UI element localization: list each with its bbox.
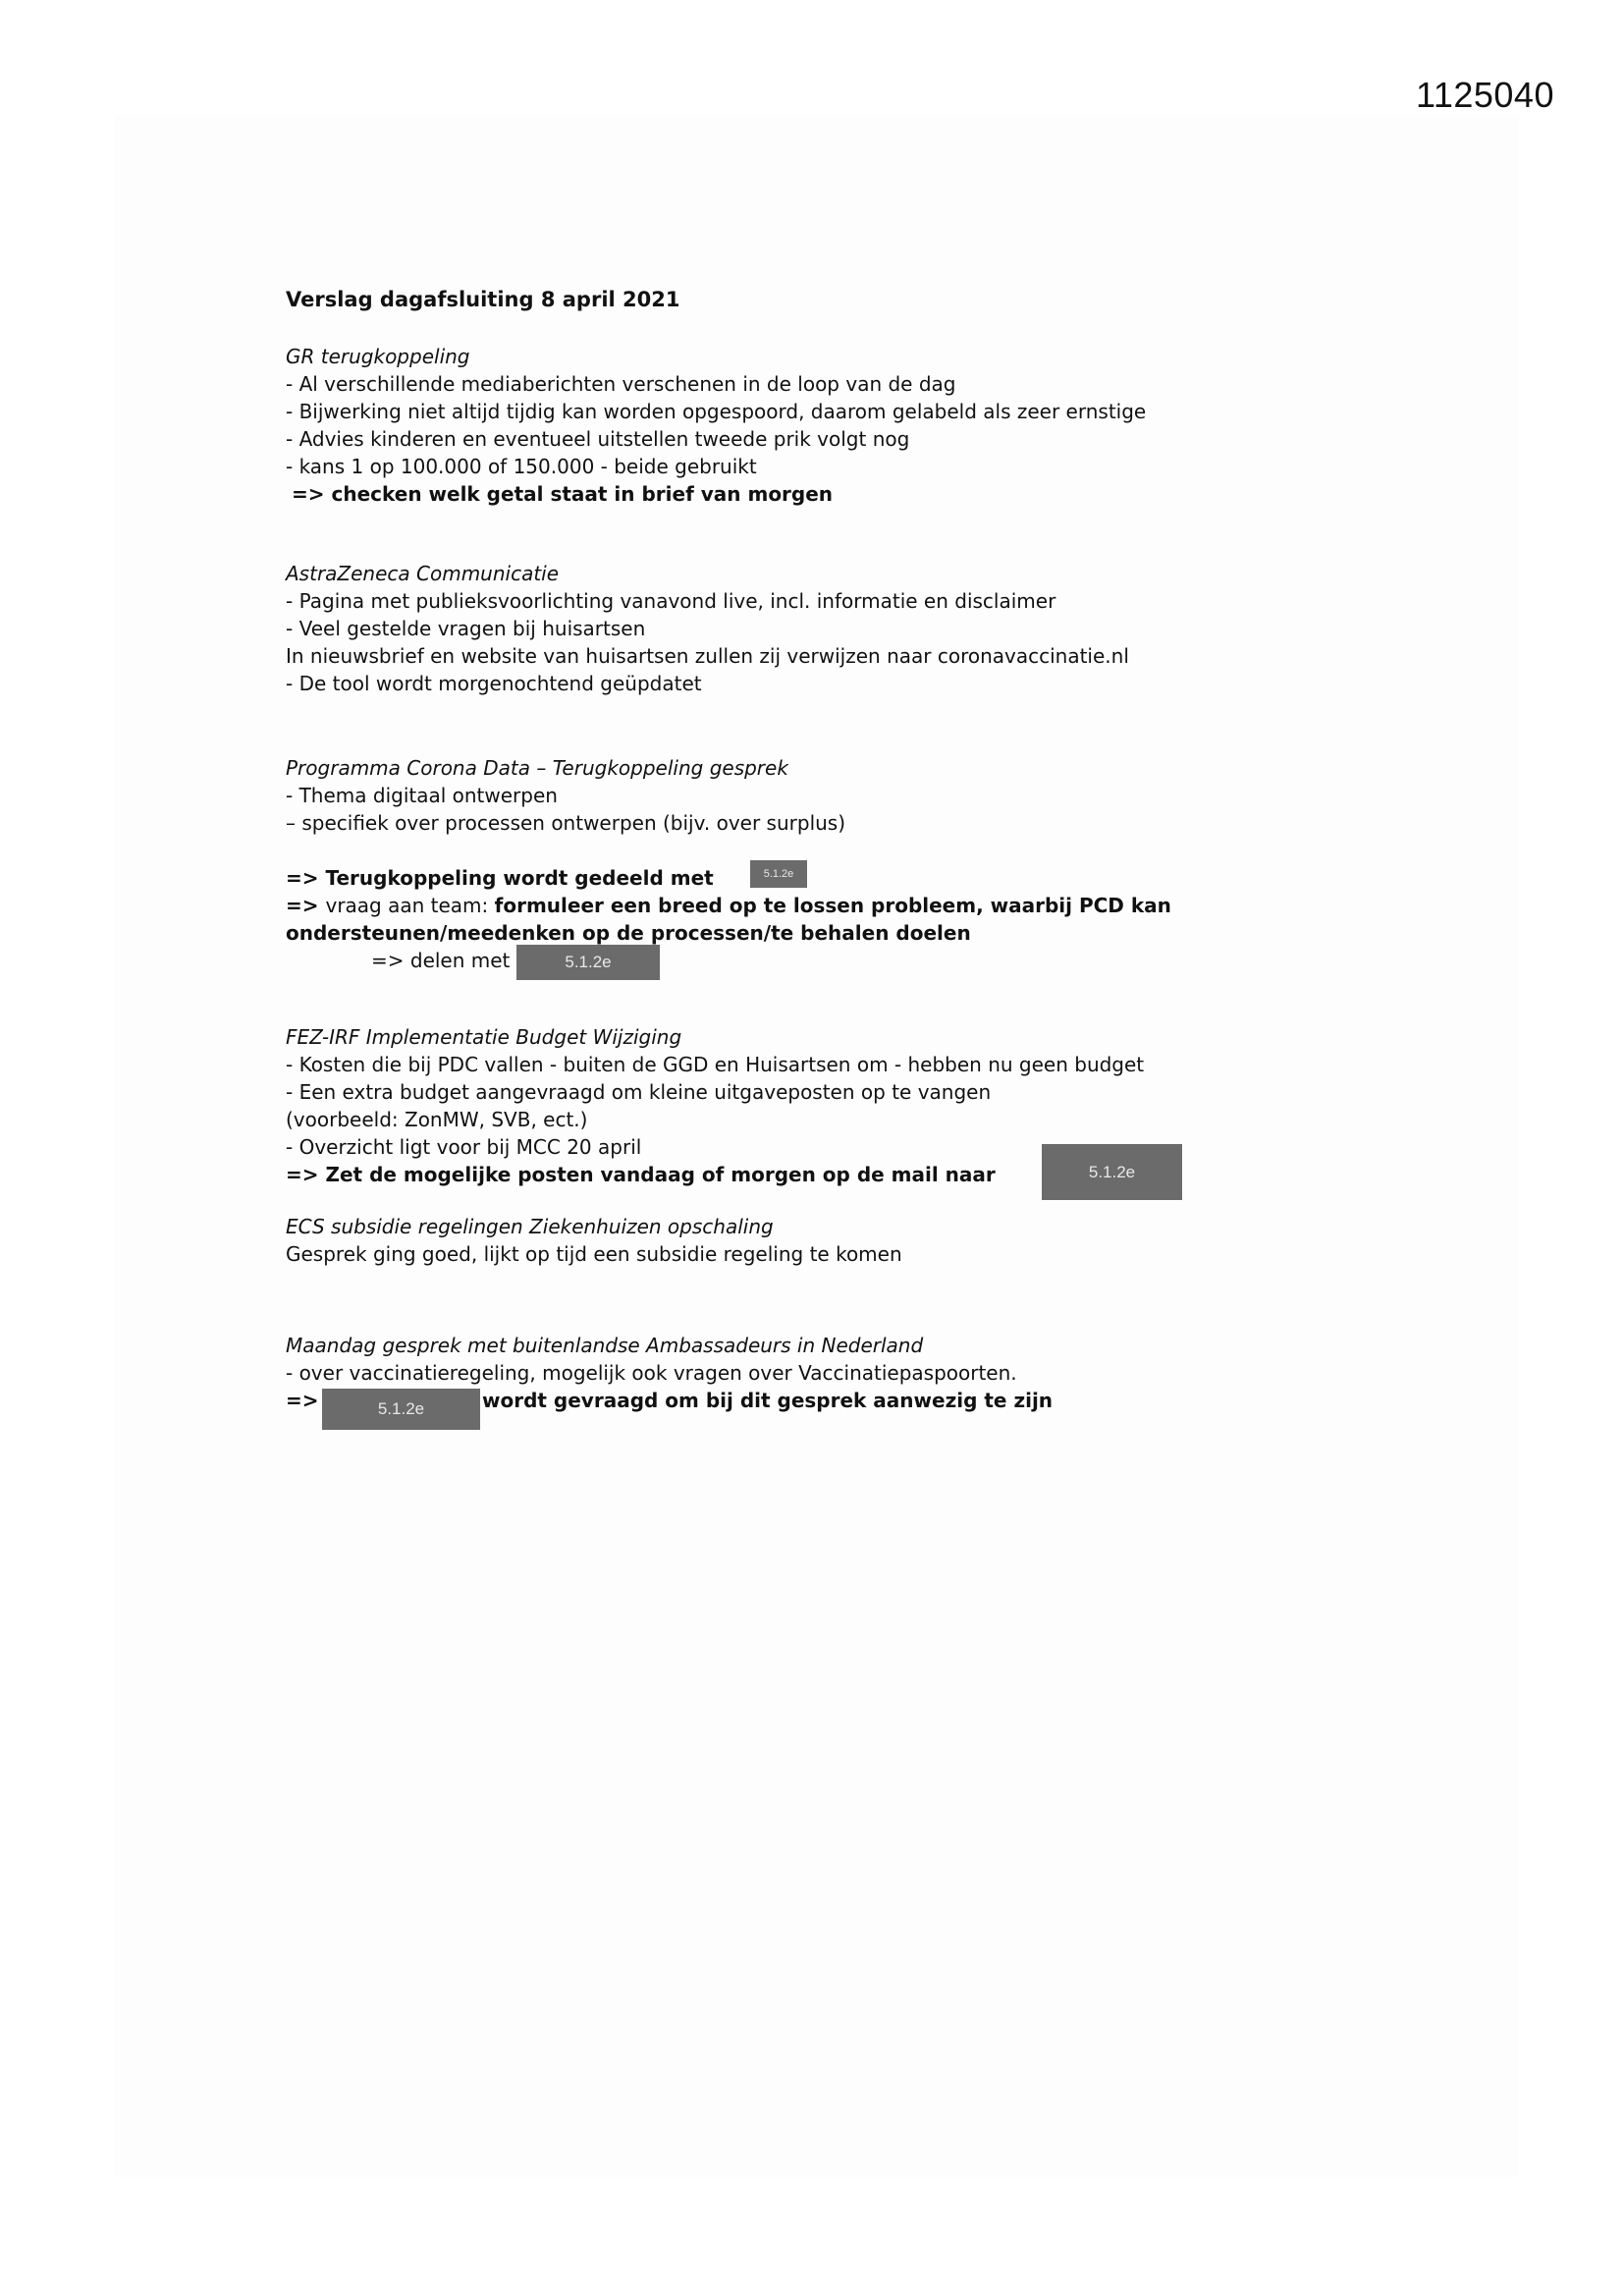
list-item: - De tool wordt morgenochtend geüpdatet [286,672,702,695]
redaction-box: 5.1.2e [1042,1144,1182,1200]
document-title: Verslag dagafsluiting 8 april 2021 [286,288,680,311]
action-item: => Zet de mogelijke posten vandaag of morgen op de mail naar [286,1163,996,1186]
sub-action-item: => delen met [371,949,511,972]
action-lead: vraag aan team: [325,894,495,917]
list-item: - Pagina met publieksvoorlichting vanavond live, incl. informatie en disclaimer [286,589,1056,613]
list-item: - Kosten die bij PDC vallen - buiten de GGD en Huisartsen om - hebben nu geen budget [286,1053,1145,1076]
list-item: Gesprek ging goed, lijkt op tijd een subsidie regeling te komen [286,1242,902,1266]
list-item: - kans 1 op 100.000 of 150.000 - beide gebruikt [286,455,757,478]
list-item: - Al verschillende mediaberichten verschenen in de loop van de dag [286,372,956,396]
redaction-box: 5.1.2e [750,860,807,888]
redaction-box: 5.1.2e [516,945,660,980]
section-heading-ambassadeurs: Maandag gesprek met buitenlandse Ambassadeurs in Nederland [286,1334,924,1357]
action-item: wordt gevraagd om bij dit gesprek aanwezig te zijn [482,1389,1054,1412]
list-item: - over vaccinatieregeling, mogelijk ook vragen over Vaccinatiepaspoorten. [286,1361,1017,1385]
list-item: - Thema digitaal ontwerpen [286,784,558,807]
action-item [286,892,1171,919]
list-item: - Bijwerking niet altijd tijdig kan worden opgespoord, daarom gelabeld als zeer ernstige [286,400,1147,423]
list-item: – specifiek over processen ontwerpen (bijv. over surplus) [286,811,846,835]
arrow-marker: => [286,1389,319,1412]
action-item: => checken welk getal staat in brief van morgen [292,482,834,506]
redaction-box: 5.1.2e [322,1389,480,1430]
list-item: - Veel gestelde vragen bij huisartsen [286,617,646,640]
section-heading-programma-corona-data: Programma Corona Data – Terugkoppeling gesprek [286,756,788,780]
list-item: In nieuwsbrief en website van huisartsen zullen zij verwijzen naar coronavaccinatie.nl [286,644,1129,668]
section-heading-astrazeneca: AstraZeneca Communicatie [286,562,560,585]
section-heading-ecs: ECS subsidie regelingen Ziekenhuizen opschaling [286,1215,774,1238]
action-item-continued: ondersteunen/meedenken op de processen/te behalen doelen [286,921,971,945]
arrow-marker: => [286,894,326,917]
list-item: - Overzicht ligt voor bij MCC 20 april [286,1135,642,1159]
document-id: 1125040 [1416,75,1554,115]
action-text: formuleer een breed op te lossen probleem, waarbij PCD kan [494,894,1171,917]
list-item: - Een extra budget aangevraagd om kleine uitgaveposten op te vangen [286,1080,992,1104]
action-item: => Terugkoppeling wordt gedeeld met [286,866,714,890]
list-item: (voorbeeld: ZonMW, SVB, ect.) [286,1108,588,1131]
list-item: - Advies kinderen en eventueel uitstellen tweede prik volgt nog [286,427,910,451]
section-heading-fez-irf: FEZ-IRF Implementatie Budget Wijziging [286,1025,682,1049]
section-heading-gr: GR terugkoppeling [286,345,470,368]
